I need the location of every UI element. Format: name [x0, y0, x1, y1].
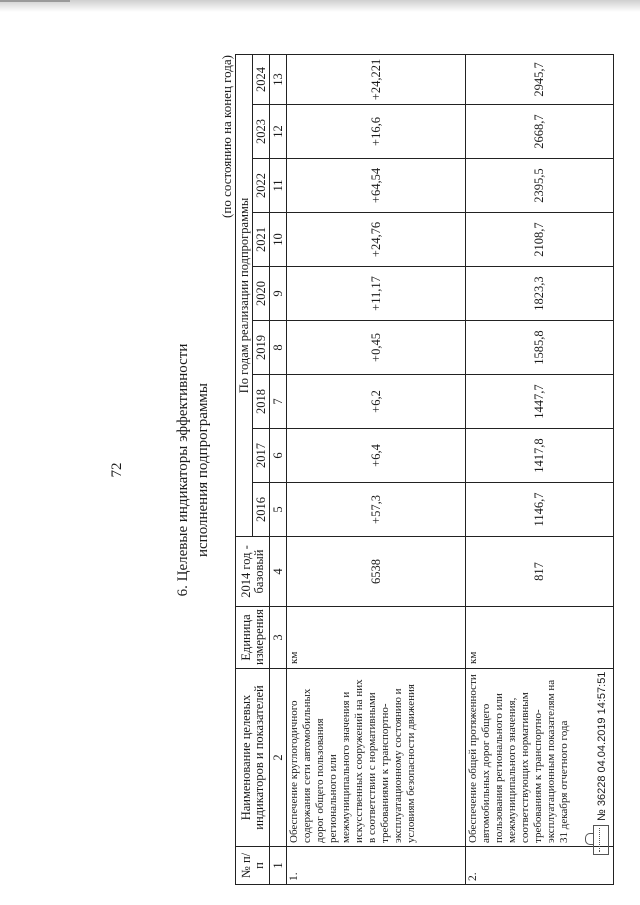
page-number: 72	[109, 462, 125, 478]
header-year: 2018	[253, 375, 270, 429]
header-base: 2014 год - базовый	[236, 537, 270, 607]
column-number: 4	[270, 537, 287, 607]
header-year: 2017	[253, 429, 270, 483]
year-value: +64,54	[287, 159, 466, 213]
column-number: 5	[270, 483, 287, 537]
section-subtitle: исполнения подпрограммы	[195, 382, 211, 558]
year-value: +0,45	[287, 321, 466, 375]
table-note: (по состоянию на конец года)	[219, 55, 234, 218]
header-year: 2020	[253, 267, 270, 321]
column-number: 7	[270, 375, 287, 429]
column-number-row	[270, 54, 287, 884]
header-year: 2019	[253, 321, 270, 375]
column-number: 12	[270, 105, 287, 159]
year-value: 2668,7	[466, 105, 614, 159]
header-year: 2021	[253, 213, 270, 267]
column-number: 9	[270, 267, 287, 321]
column-number: 8	[270, 321, 287, 375]
scan-edge	[0, 0, 640, 12]
year-value: 2108,7	[466, 213, 614, 267]
year-value: 2945,7	[466, 54, 614, 104]
year-value: +57,3	[287, 483, 466, 537]
year-value: +11,17	[287, 267, 466, 321]
column-number: 13	[270, 54, 287, 104]
indicator-name: Обеспечение общей протяженности автомобильных дорог общего пользования регионального или межмуниципального значения, соответствующих нормативным требованиям к транспортно-эксплуатационным показателям на 31 декабря отчетного года	[466, 669, 614, 847]
year-value: 1447,7	[466, 375, 614, 429]
base-value: 817	[466, 537, 614, 607]
year-value: 1417,8	[466, 429, 614, 483]
column-number: 11	[270, 159, 287, 213]
base-value: 6538	[287, 537, 466, 607]
year-value: 1146,7	[466, 483, 614, 537]
indicator-unit: км	[466, 607, 614, 669]
indicator-name: Обеспечение круглогодичного содержания сети автомобильных дорог общего пользования регионального или межмуниципального значения и искусственных сооружений на них в соответствии с нормативными требованиями к транспортно-эксплуатационному состоянию и условиям безопасности движения	[287, 669, 466, 847]
indicator-unit: км	[287, 607, 466, 669]
column-number: 2	[270, 669, 287, 847]
column-number: 3	[270, 607, 287, 669]
header-unit: Единица измерения	[236, 607, 270, 669]
year-value: 1585,8	[466, 321, 614, 375]
header-year: 2016	[253, 483, 270, 537]
header-no: № п/п	[236, 847, 270, 885]
header-row-1	[236, 54, 253, 884]
header-year: 2023	[253, 105, 270, 159]
year-value: +6,4	[287, 429, 466, 483]
column-number: 6	[270, 429, 287, 483]
table-row	[287, 54, 466, 884]
header-years-group: По годам реализации подпрограммы	[236, 54, 253, 536]
registration-stamp: № 36228 04.04.2019 14:57:51	[596, 671, 608, 821]
header-year: 2024	[253, 54, 270, 104]
column-number: 10	[270, 213, 287, 267]
row-number: 1.	[287, 847, 466, 885]
year-value: +16,6	[287, 105, 466, 159]
section-title: 6. Целевые индикаторы эффективности	[175, 343, 191, 597]
indicators-table	[235, 54, 614, 885]
year-value: +24,221	[287, 54, 466, 104]
table-row	[466, 54, 614, 884]
row-number: 2.	[466, 847, 614, 885]
header-name: Наименование целевых индикаторов и показателей	[236, 669, 270, 847]
registration-emblem-icon	[593, 825, 609, 855]
year-value: +6,2	[287, 375, 466, 429]
header-year: 2022	[253, 159, 270, 213]
rotated-page	[109, 55, 615, 885]
scan-mark	[0, 0, 70, 2]
year-value: 2395,5	[466, 159, 614, 213]
column-number: 1	[270, 847, 287, 885]
year-value: +24,76	[287, 213, 466, 267]
year-value: 1823,3	[466, 267, 614, 321]
